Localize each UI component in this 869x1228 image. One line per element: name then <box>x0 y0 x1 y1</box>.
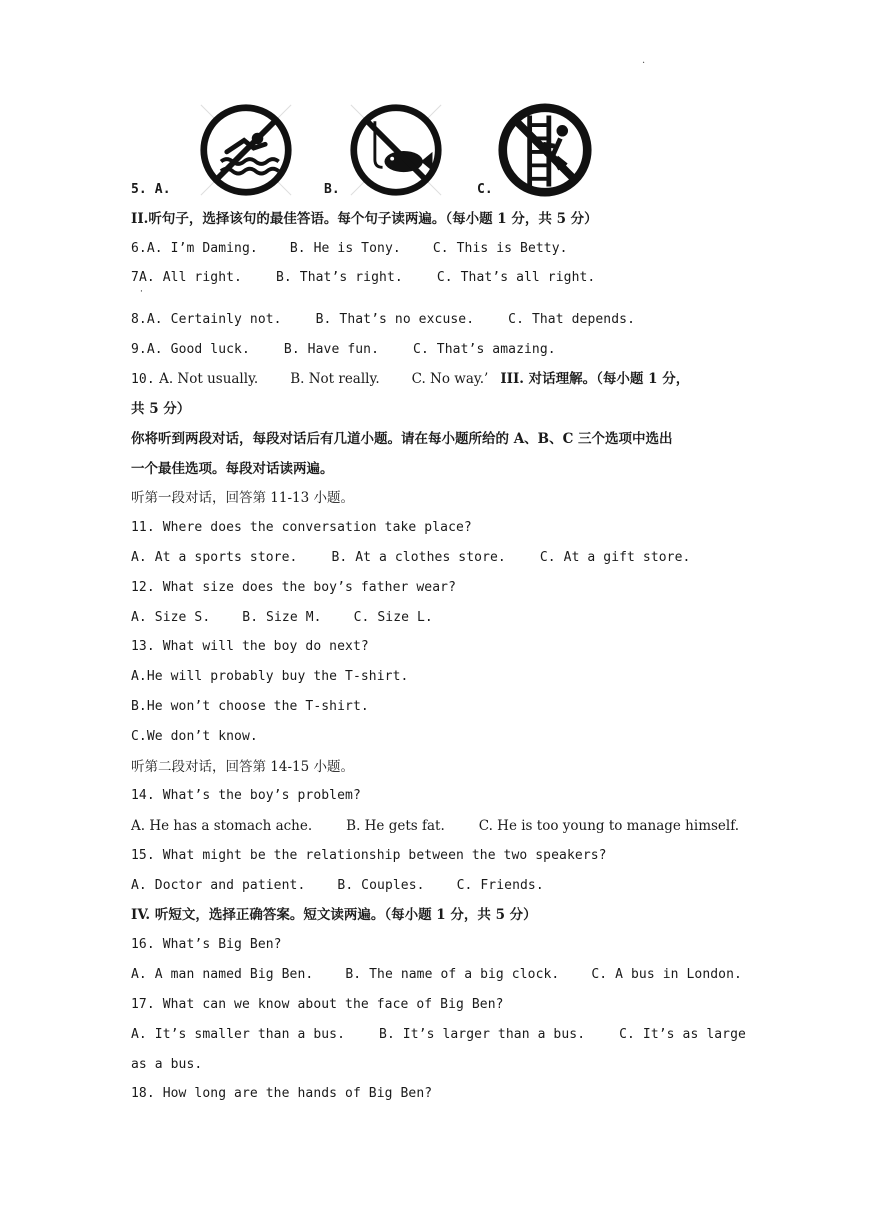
q11-question: 11. Where does the conversation take place? <box>131 520 472 535</box>
q17-question: 17. What can we know about the face of Big Ben? <box>131 997 504 1012</box>
q7-option-a: A. All right. <box>138 270 242 285</box>
no-swimming-sign <box>198 102 294 198</box>
page-mark: · <box>642 58 646 69</box>
q9-option-c: C. That’s amazing. <box>413 342 556 357</box>
q15-option-a: A. Doctor and patient. <box>131 878 306 893</box>
q14-option-c: C. He is too young to manage himself. <box>478 818 740 834</box>
q5-option-c: C. <box>477 182 493 197</box>
section2-heading: II.听句子，选择该句的最佳答语。每个句子读两遍。（每小题 1 分，共 5 分） <box>131 211 598 227</box>
q14-options <box>131 817 739 835</box>
q7-line <box>131 269 595 287</box>
q14-option-b: B. He gets fat. <box>346 818 445 834</box>
q12-options <box>131 609 433 627</box>
dialog2-intro: 听第二段对话，回答第 14-15 小题。 <box>131 759 355 775</box>
q12-question: 12. What size does the boy’s father wear? <box>131 580 456 595</box>
q10-option-b: B. Not really. <box>290 371 380 387</box>
q15-options <box>131 877 544 895</box>
q13-option-a: A.He will probably buy the T-shirt. <box>131 669 409 684</box>
q5-number: 5. A. <box>131 182 171 197</box>
q16-option-c: C. A bus in London. <box>591 967 742 982</box>
q7-option-c: C. That’s all right. <box>436 270 596 285</box>
section4-heading: IV. 听短文，选择正确答案。短文读两遍。（每小题 1 分，共 5 分） <box>131 907 537 923</box>
q12-option-a: A. Size S. <box>131 610 211 625</box>
no-climbing-icon <box>497 102 593 198</box>
q17-option-a: A. It’s smaller than a bus. <box>131 1027 346 1042</box>
q14-question: 14. What’s the boy’s problem? <box>131 788 361 803</box>
q12-option-c: C. Size L. <box>353 610 433 625</box>
q10-line <box>131 370 689 389</box>
q11-option-c: C. At a gift store. <box>539 550 691 565</box>
no-fishing-sign <box>348 102 444 198</box>
q17-option-c-continued: as a bus. <box>131 1057 203 1072</box>
q12-option-b: B. Size M. <box>242 610 322 625</box>
q18-question: 18. How long are the hands of Big Ben? <box>131 1086 433 1101</box>
q7-option-b: B. That’s right. <box>275 270 403 285</box>
q6-number: 6. <box>131 241 147 256</box>
q9-option-a: A. Good luck. <box>146 342 250 357</box>
dialog1-intro: 听第一段对话，回答第 11-13 小题。 <box>131 490 355 506</box>
q15-option-b: B. Couples. <box>337 878 425 893</box>
q13-question: 13. What will the boy do next? <box>131 639 369 654</box>
section3-heading-part2: 共 5 分） <box>131 401 191 417</box>
q5-option-b: B. <box>324 182 340 197</box>
q14-option-a: A. He has a stomach ache. <box>131 818 313 834</box>
q9-option-b: B. Have fun. <box>283 342 380 357</box>
q9-number: 9. <box>131 342 147 357</box>
q16-question: 16. What’s Big Ben? <box>131 937 282 952</box>
q13-option-b: B.He won’t choose the T-shirt. <box>131 699 369 714</box>
no-climbing-sign <box>497 102 593 198</box>
q8-number: 8. <box>131 312 147 327</box>
q7-number: 7 <box>131 270 139 285</box>
q9-line <box>131 341 556 359</box>
q17-option-c: C. It’s as large <box>619 1027 746 1042</box>
q10-option-c: C. No way.’ <box>411 371 489 387</box>
q8-option-a: A. Certainly not. <box>146 312 282 327</box>
q6-option-b: B. He is Tony. <box>289 241 401 256</box>
q11-options <box>131 549 690 567</box>
q16-options <box>131 966 742 984</box>
no-swimming-icon <box>198 102 294 198</box>
q10-option-a: A. Not usually. <box>159 371 259 387</box>
section3-instructions-line1: 你将听到两段对话，每段对话后有几道小题。请在每小题所给的 A、B、C 三个选项中选出 <box>131 431 673 447</box>
q13-option-c: C.We don’t know. <box>131 729 258 744</box>
q11-option-a: A. At a sports store. <box>131 550 298 565</box>
q6-option-a: A. I’m Daming. <box>146 241 258 256</box>
section3-heading-part1: III. 对话理解。（每小题 1 分， <box>500 371 690 387</box>
stray-dot: · <box>140 287 143 297</box>
q17-options <box>131 1026 746 1044</box>
q6-option-c: C. This is Betty. <box>432 241 568 256</box>
q17-option-b: B. It’s larger than a bus. <box>379 1027 586 1042</box>
no-fishing-icon <box>348 102 444 198</box>
q8-line <box>131 311 635 329</box>
q15-question: 15. What might be the relationship between the two speakers? <box>131 848 607 863</box>
q8-option-c: C. That depends. <box>508 312 635 327</box>
q16-option-b: B. The name of a big clock. <box>345 967 560 982</box>
q15-option-c: C. Friends. <box>456 878 544 893</box>
q16-option-a: A. A man named Big Ben. <box>131 967 314 982</box>
q6-line <box>131 240 568 258</box>
section3-instructions-line2: 一个最佳选项。每段对话读两遍。 <box>131 461 334 477</box>
q10-number: 10. <box>131 372 155 387</box>
q8-option-b: B. That’s no excuse. <box>315 312 475 327</box>
q11-option-b: B. At a clothes store. <box>331 550 506 565</box>
